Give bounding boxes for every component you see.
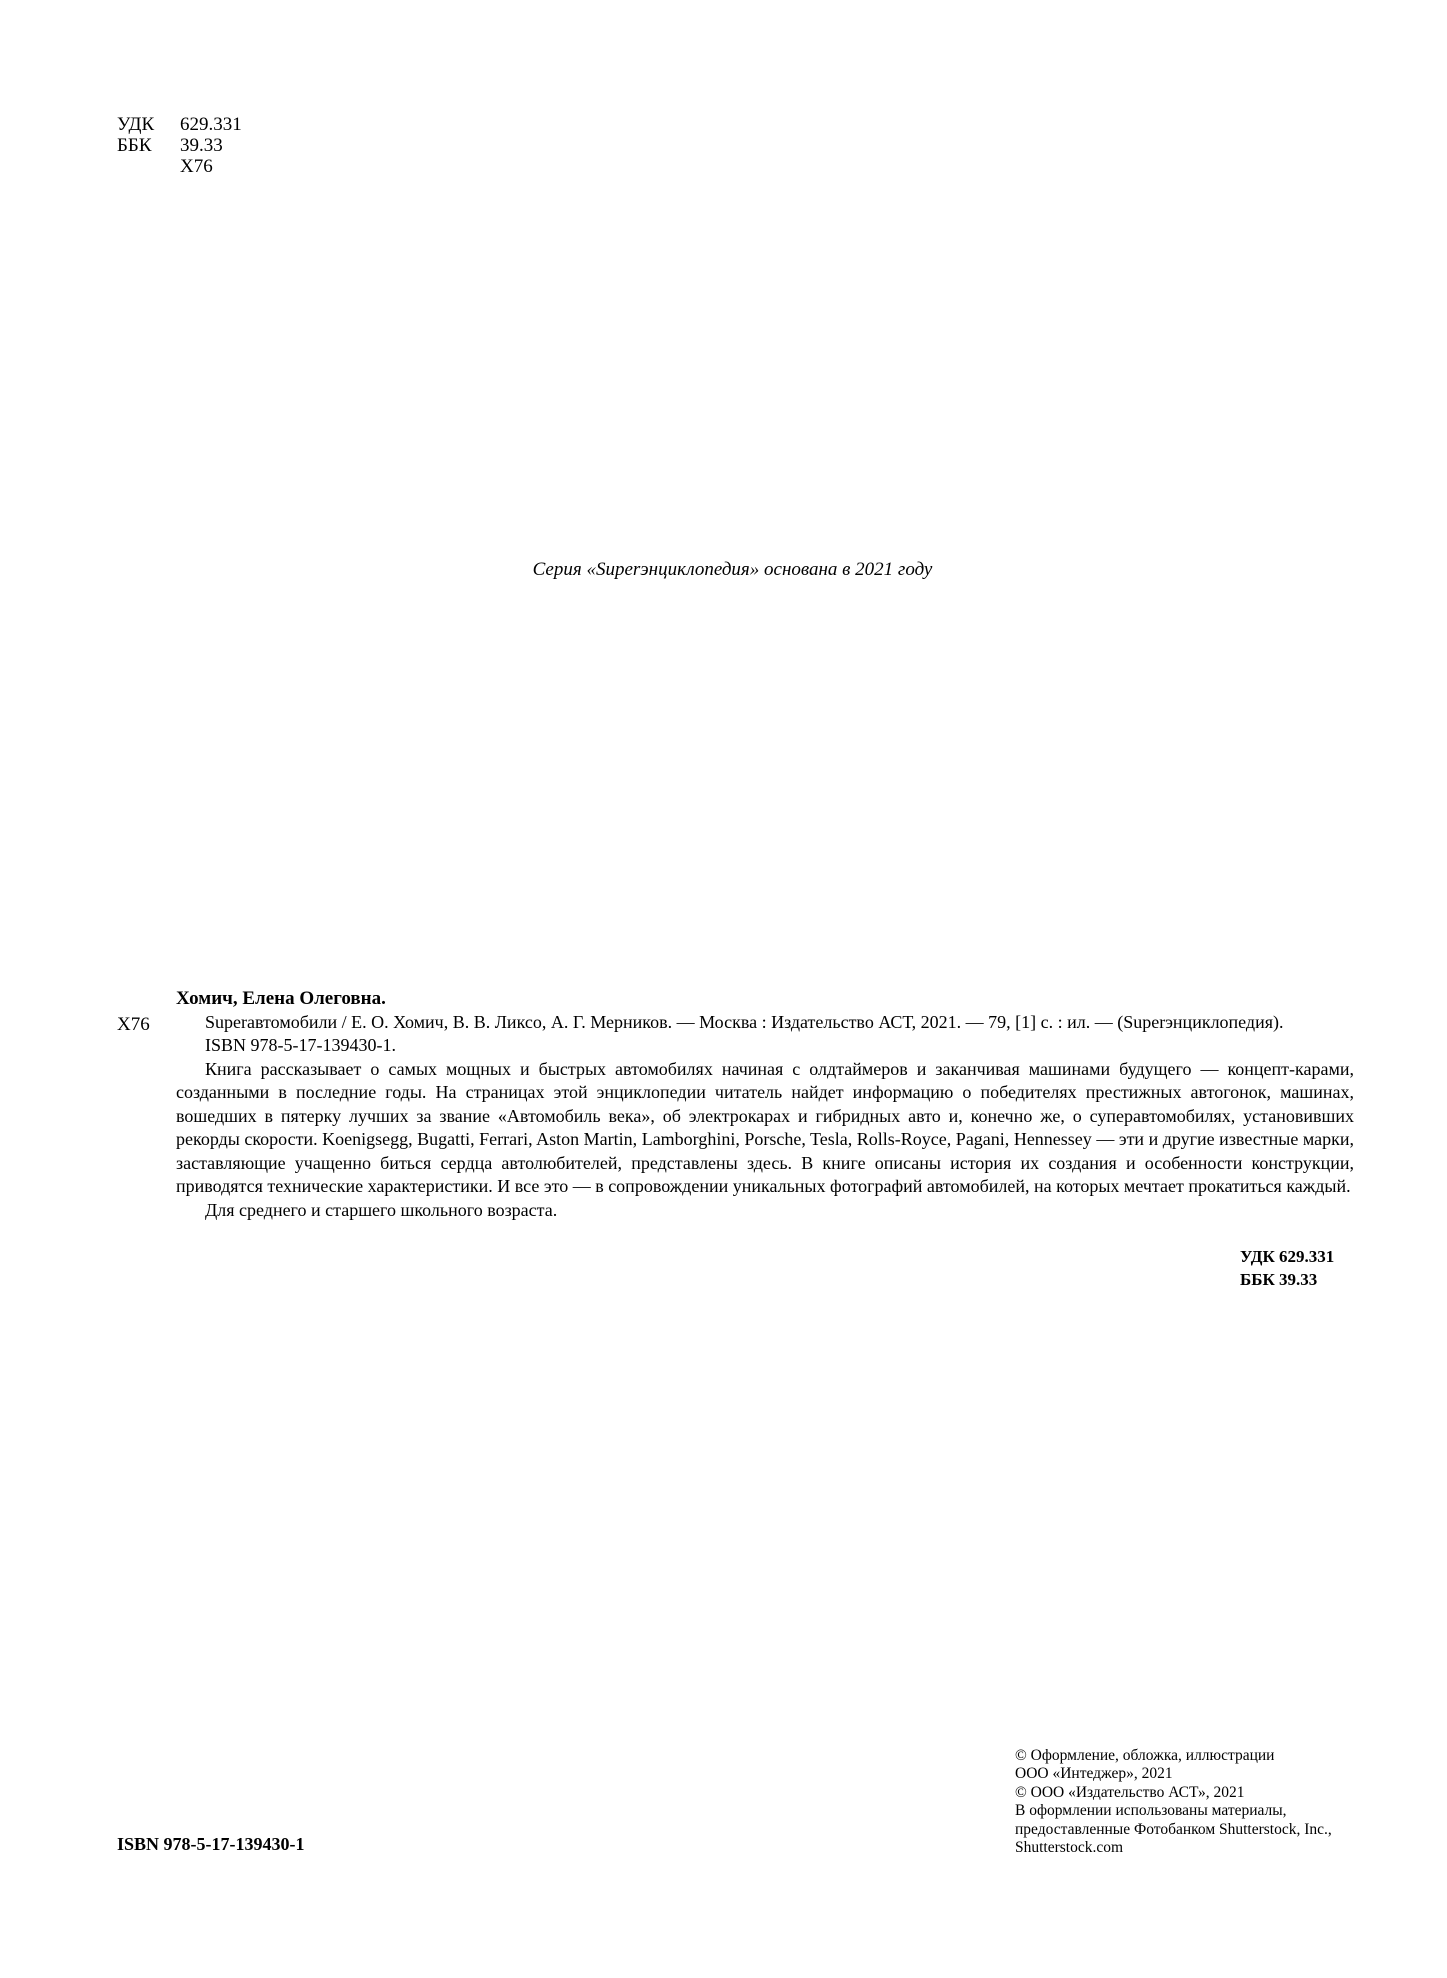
copyright-line-4: В оформлении использованы материалы, [1015,1802,1287,1820]
bottom-bbk: ББК 39.33 [1240,1270,1318,1289]
udk-label: УДК [117,114,155,135]
copyright-line-3: © ООО «Издательство АСТ», 2021 [1015,1783,1245,1801]
copyright-block [1015,1747,1375,1857]
copyright-line-1: © Оформление, обложка, иллюстрации [1015,1747,1275,1764]
record-audience: Для среднего и старшего школьного возраста. [205,1199,558,1220]
top-classification [117,114,242,177]
bottom-udk: УДК 629.331 [1240,1247,1335,1266]
bottom-classification [1240,1245,1334,1291]
cutter-row [117,156,242,177]
record-annotation: Книга рассказывает о самых мощных и быстрых автомобилях начиная с олдтаймеров и заканчивая машинами будущего — концепт-карами, созданными в последние годы. На страницах этой энциклопедии читатель найдет информацию о победителях престижных автогонок, машинах, вошедших в пятерку лучших за звание «Автомобиль века», об электрокарах и гибридных авто и, конечно же, о суперавтомобилях, установивших рекорды скорости. Koenigsegg, Bugatti, Ferrari, Aston Martin, Lamborghini, Porsche, Tesla, Rolls-Royce, Pagani, Hennessey — эти и другие известные марки, заставляющие учащенно биться сердца автолюбителей, представлены здесь. В книге описаны история их создания и особенности конструкции, приводятся технические характеристики. И все это — в сопровождении уникальных фотографий автомобилей, на которых мечтает прокатиться каждый. [176,1058,1354,1196]
record-isbn: ISBN 978-5-17-139430-1. [205,1035,396,1055]
copyright-line-2: ООО «Интеджер», 2021 [1015,1765,1173,1783]
record-title: Superавтомобили / Е. О. Хомич, В. В. Ликсо, А. Г. Мерников. — Москва : Издательство АСТ, 2021. — 79, [1] с. : ил. — (Superэнциклопедия). [205,1011,1284,1032]
record-cutter: Х76 [117,1014,150,1035]
bibliographic-record [176,987,1354,1222]
copyright-line-6: Shutterstock.com [1015,1839,1124,1857]
record-author: Хомич, Елена Олеговна. [176,988,386,1009]
copyright-line-5: предоставленные Фотобанком Shutterstock, Inc., [1015,1820,1332,1838]
isbn-bottom: ISBN 978-5-17-139430-1 [117,1834,305,1854]
bbk-value: 39.33 [180,135,223,156]
udk-value: 629.331 [180,114,242,135]
bbk-row [117,135,242,156]
author-cutter: Х76 [180,156,213,177]
series-note: Серия «Superэнциклопедия» основана в 2021 году [532,559,933,580]
bbk-label: ББК [117,135,152,156]
udk-row [117,114,242,135]
